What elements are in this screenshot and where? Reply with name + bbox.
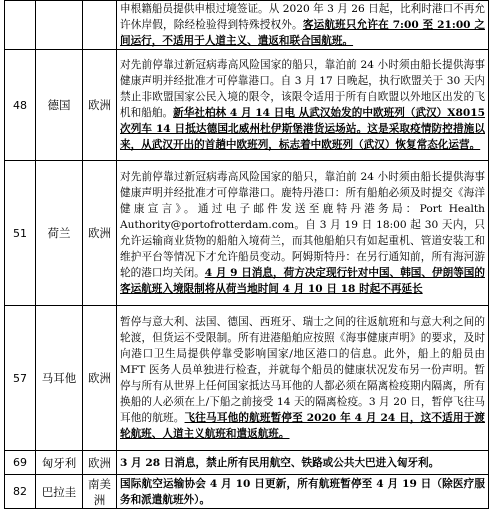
- measures-cell: [117, 306, 489, 451]
- measures-highlight: 3 月 28 日消息，禁止所有民用航空、铁路或公共大巴进入匈牙利。: [120, 456, 440, 469]
- travel-restrictions-table: [4, 0, 489, 509]
- row-number-cell: 51: [5, 161, 36, 306]
- table-row: [5, 50, 489, 161]
- region-cell: 欧洲: [83, 50, 117, 161]
- row-number-cell: 48: [5, 50, 36, 161]
- country-cell: 德国: [36, 50, 83, 161]
- table-row: [5, 161, 489, 306]
- measures-text: 对先前停靠过新冠病毒高风险国家的船只，靠泊前 24 小时须由船长提供海事健康声明并经批准才可停靠港口。自 3 月 17 日晚起，执行欧盟关于 30 天内禁止非欧盟国家公民入境的限令，该限令适用于所有自欧盟以外地区出发的飞机和船舶。: [120, 59, 485, 119]
- region-cell: 欧洲: [83, 451, 117, 475]
- region-cell: 欧洲: [83, 306, 117, 451]
- row-number-cell: 69: [5, 451, 36, 475]
- table-row: [5, 1, 489, 50]
- measures-cell: [117, 1, 489, 50]
- row-number-cell: 82: [5, 475, 36, 509]
- measures-cell: [117, 161, 489, 306]
- country-cell: 巴拉圭: [36, 475, 83, 509]
- country-cell: 匈牙利: [36, 451, 83, 475]
- measures-highlight: 国际航空运输协会 4 月 10 日更新，所有航班暂停至 4 月 19 日（除医疗服务和派遣航班外）。: [120, 477, 485, 506]
- table-row: [5, 451, 489, 475]
- region-cell: 欧洲: [83, 161, 117, 306]
- table-row: [5, 475, 489, 509]
- measures-text: 对先前停靠过新冠病毒高风险国家的船只，靠泊前 24 小时须由船长提供海事健康声明并经批准才可停靠港口。鹿特丹港口：所有船舶必须及时提交《海洋健康宣言》。通过电子邮件发送至鹿特丹港务局：Port Health Authority@portofrotterdam.com。自 3 月 19 日 18:00 起 30 天内，只允许运输商业货物的船舶入境荷兰，而其他船舶只有如起重机、管道安装工和维护平台等情况下才允许船员变动。阿姆斯特丹：在另行通知前，所有海河游轮的港口均关闭。: [120, 171, 485, 279]
- measures-cell: [117, 475, 489, 509]
- region-cell: [83, 1, 117, 50]
- measures-highlight: 新华社柏林 4 月 14 日电 从武汉始发的中欧班列（武汉）X8015 次列车 14 日抵达德国北威州杜伊斯堡港货运场站。这是采取疫情防控措施以来，从武汉开出的首趟中欧班列，标志着中欧班列（武汉）恢复常态化运营。: [120, 107, 486, 151]
- region-cell: 南美洲: [83, 475, 117, 509]
- measures-highlight: 客运航班只允许在 7:00 至 21:00 之间运行，不适用于人道主义、遣返和联合国航班。: [120, 19, 485, 47]
- measures-text: 暂停与意大利、法国、德国、西班牙、瑞士之间的往返航班和与意大利之间的轮渡，但货运不受限制。所有进港船舶应按照《海事健康声明》的要求，及时向港口卫生局提供停靠受影响国家/地区港口的信息。此外，船上的船员由 MFT 医务人员单独进行检查，并就每个船员的健康状况发布另一份声明。暂停与所有从世界上任何国家抵达马耳他的人都必须在隔离检疫期内隔离，所有换船的人必须在上/下船之前接受 14 天的隔离检疫。3 月 20 日，暂停飞往马耳他的航班。: [120, 316, 485, 424]
- country-cell: 荷兰: [36, 161, 83, 306]
- measures-highlight: 飞往马耳他的航班暂停至 2020 年 4 月 24 日，这不适用于渡轮航班、人道主义航班和遣返航班。: [120, 412, 485, 440]
- measures-text: 申根籍船员提供申根过境签证。从 2020 年 3 月 26 日起，比利时港口不再允许休岸假，除经检验得到特殊授权外。: [120, 3, 485, 31]
- country-cell: [36, 1, 83, 50]
- row-number-cell: [5, 1, 36, 50]
- table-row: [5, 306, 489, 451]
- row-number-cell: 57: [5, 306, 36, 451]
- measures-cell: [117, 50, 489, 161]
- country-cell: 马耳他: [36, 306, 83, 451]
- measures-cell: [117, 451, 489, 475]
- measures-highlight: 4 月 9 日消息，荷方决定现行针对中国、韩国、伊朗等国的客运航班入境限制将从荷当地时间 4 月 10 日 18 时起不再延长: [120, 267, 485, 295]
